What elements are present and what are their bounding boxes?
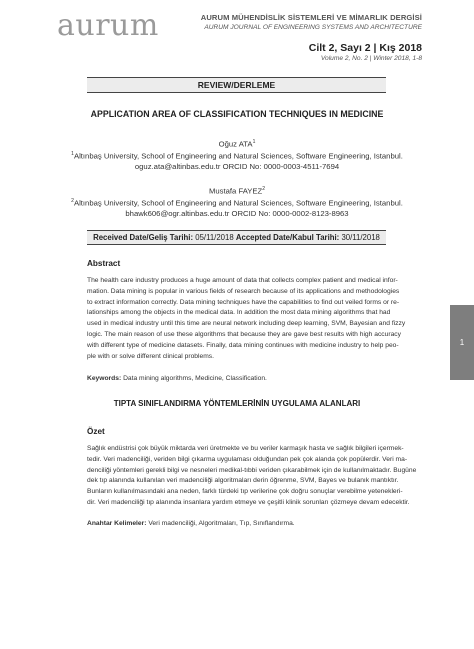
- journal-name-block: [201, 13, 422, 31]
- accepted-label: Accepted Date/Kabul Tarihi:: [235, 233, 340, 242]
- author-name: [30, 139, 444, 149]
- affiliation-text: Altınbaş University, School of Engineering and Natural Sciences, Software Engineering, Istanbul.: [73, 151, 403, 161]
- ozet-line: tedir. Veri madenciliği, veriden bilgi çıkarma uygulaması olduğundan pek çok alanda çok popülerdir. Veri ma-: [87, 455, 408, 463]
- abstract-heading: Abstract: [87, 259, 121, 268]
- journal-logo: aurum: [57, 8, 159, 43]
- author-name: [30, 186, 444, 196]
- abstract-line: with different type of medicine datasets. Finally, data mining continues with medicine industry to help peo-: [87, 341, 399, 349]
- abstract-line: lationships among the objects in the medical data. In addition the most data mining algorithms that had: [87, 309, 391, 317]
- abstract-line: ple with or solve different clinical problems.: [87, 352, 214, 360]
- affiliation-sup: 2: [71, 198, 74, 204]
- author-affiliation: [30, 151, 444, 161]
- abstract-keywords: [87, 375, 387, 382]
- received-label: Received Date/Geliş Tarihi:: [93, 233, 194, 242]
- affiliation-text: Altınbaş University, School of Engineering and Natural Sciences, Software Engineering, Istanbul.: [73, 198, 403, 208]
- ozet-line: Bunların kullanılmasındaki ana neden, farklı türdeki tıp verilerine çok doğru sonuçlar verebilme yetenekleri-: [87, 488, 403, 496]
- article-type: REVIEW/DERLEME: [87, 77, 386, 93]
- dates-bar: [87, 230, 386, 245]
- author-name-text: Mustafa FAYEZ: [208, 186, 263, 196]
- ozet-line: Sağlık endüstrisi çok büyük miktarda veri üretmekte ve bu veriler karmaşık hasta ve sağlık bilgileri içermek-: [87, 445, 404, 452]
- journal-name-tr: AURUM MÜHENDİSLİK SİSTEMLERİ VE MİMARLIK DERGİSİ: [200, 13, 422, 22]
- author-name-text: Oğuz ATA: [218, 139, 253, 149]
- ozet-body: [87, 444, 417, 509]
- ozet-line: denciliği yöntemleri gerekli bilgi ve nesneleri medikal-tıbbi veriden çıkarabilmek için de kullanılmaktadır. Bugüne: [87, 466, 417, 474]
- keywords-label: Keywords:: [87, 375, 122, 382]
- affiliation-sup: 1: [71, 151, 74, 157]
- author-contact: oguz.ata@altinbas.edu.tr ORCID No: 0000-0003-4511-7694: [134, 162, 340, 171]
- keywords-text: Data mining algorithms, Medicine, Classification.: [123, 375, 267, 382]
- abstract-line: logic. The main reason of use these algorithms that because they are gave best results with high accuracy: [87, 330, 401, 338]
- turkish-title: TIPTA SINIFLANDIRMA YÖNTEMLERİNİN UYGULAMA ALANLARI: [113, 399, 361, 408]
- abstract-line: used in medical industry until this time are neural network including deep learning, SVM, Bayesian and fizzy: [87, 320, 406, 328]
- ozet-keywords: [87, 520, 387, 527]
- abstract-line: to extract information correctly. Data mining techniques have the capabilities to find out veiled forms or re-: [87, 298, 400, 306]
- author-affiliation: [30, 198, 444, 208]
- ozet-heading: Özet: [87, 427, 105, 436]
- volume-tr: Cilt 2, Sayı 2 | Kış 2018: [308, 42, 422, 54]
- anahtar-text: Veri madenciliği, Algoritmaları, Tıp, Sınıflandırma.: [148, 520, 295, 527]
- ozet-line: dek tıp alanında kullanılan veri madenciliği algoritmaları derin öğrenme, SVM, Bayes ve bulanık mantıktır.: [87, 477, 399, 485]
- page-number-tab: 1: [450, 305, 474, 380]
- volume-en: Volume 2, No. 2 | Winter 2018, 1-8: [320, 55, 422, 62]
- volume-block: [309, 42, 422, 62]
- anahtar-label: Anahtar Kelimeler:: [87, 520, 147, 527]
- article-title: APPLICATION AREA OF CLASSIFICATION TECHNIQUES IN MEDICINE: [90, 109, 384, 119]
- author-contact: bhawk606@ogr.altinbas.edu.tr ORCID No: 0000-0002-8123-8963: [125, 209, 349, 218]
- abstract-body: [87, 276, 406, 362]
- author-sup: 2: [262, 186, 266, 192]
- author-sup: 1: [252, 139, 256, 145]
- ozet-line: dir. Veri madenciliği tıp alanında insanlara yardım etmeye ve çeşitli klinik sorunları çözmeye devam edecektir.: [87, 498, 410, 506]
- accepted-value: 30/11/2018: [341, 233, 380, 242]
- abstract-line: mation. Data mining is popular in various fields of research because of its applications and methodologies: [87, 287, 400, 295]
- journal-name-en: AURUM JOURNAL OF ENGINEERING SYSTEMS AND ARCHITECTURE: [204, 24, 422, 31]
- abstract-line: The health care industry produces a huge amount of data that collects complex patient and medical infor-: [87, 277, 398, 284]
- received-value: 05/11/2018: [195, 233, 234, 242]
